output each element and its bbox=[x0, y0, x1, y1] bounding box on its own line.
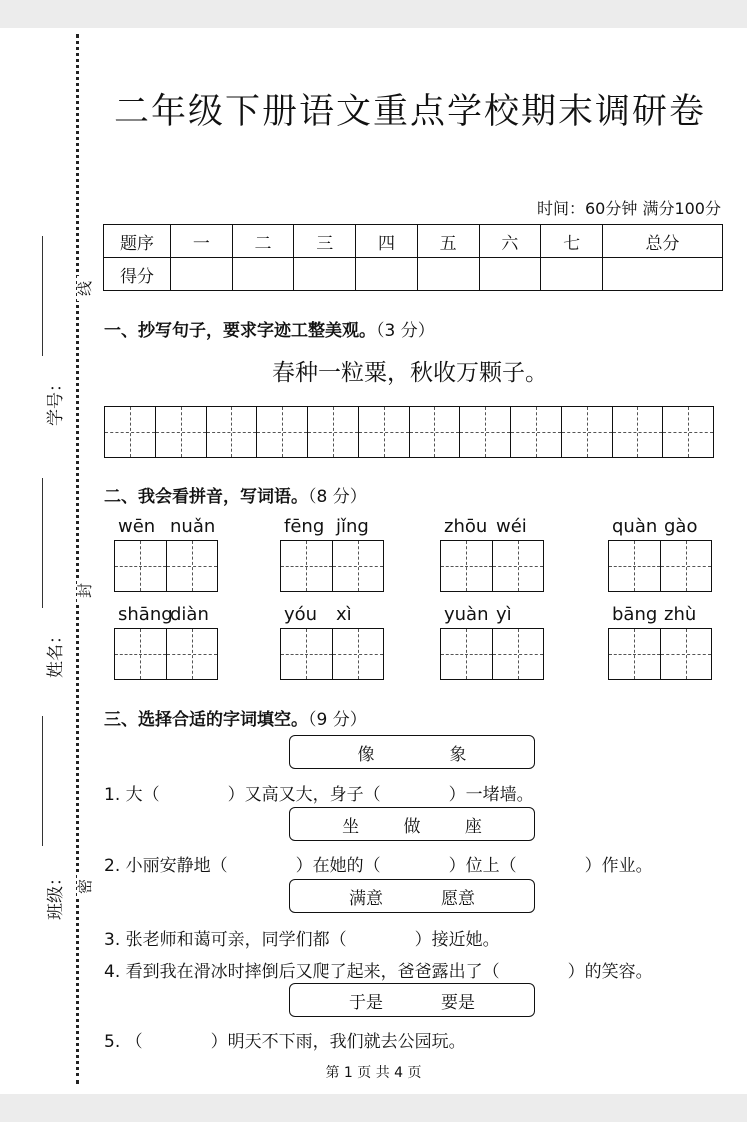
option-word: 满意 bbox=[349, 888, 383, 909]
option-box-3 bbox=[289, 879, 535, 913]
writing-box[interactable] bbox=[280, 628, 384, 680]
score-header-cell: 六 bbox=[479, 225, 541, 258]
writing-box[interactable] bbox=[280, 540, 384, 592]
score-table-score-row bbox=[104, 258, 723, 291]
student-id-label: 学号： bbox=[46, 375, 66, 426]
seal-line-mark: 线 bbox=[77, 276, 92, 301]
pinyin-syllable: wēn bbox=[118, 516, 156, 537]
question-1[interactable]: 1. 大（ ）又高又大，身子（ ）一堵墙。 bbox=[104, 785, 534, 805]
question-4[interactable]: 4. 看到我在滑冰时摔倒后又爬了起来，爸爸露出了（ ）的笑容。 bbox=[104, 962, 653, 982]
option-box-4 bbox=[289, 983, 535, 1017]
option-word: 做 bbox=[403, 816, 421, 837]
writing-grid-strip[interactable] bbox=[104, 406, 714, 458]
seal-seal-mark: 封 bbox=[77, 578, 92, 603]
option-word: 愿意 bbox=[441, 888, 475, 909]
section-2-heading: 二、我会看拼音，写词语。（8 分） bbox=[104, 487, 367, 507]
pinyin-syllable: wéi bbox=[496, 516, 527, 537]
question-2[interactable]: 2. 小丽安静地（ ）在她的（ ）位上（ ）作业。 bbox=[104, 856, 653, 876]
copy-sentence: 春种一粒粟，秋收万颗子。 bbox=[272, 360, 548, 386]
score-cell[interactable] bbox=[171, 258, 233, 291]
option-word: 于是 bbox=[349, 992, 383, 1013]
option-box-2 bbox=[289, 807, 535, 841]
score-cell[interactable] bbox=[479, 258, 541, 291]
option-box-1 bbox=[289, 735, 535, 769]
writing-box[interactable] bbox=[608, 540, 712, 592]
seal-secret-mark: 密 bbox=[77, 874, 92, 899]
page-title: 二年级下册语文重点学校期末调研卷 bbox=[113, 92, 706, 132]
score-row-label: 得分 bbox=[104, 258, 171, 291]
writing-box[interactable] bbox=[114, 628, 218, 680]
option-word: 坐 bbox=[342, 816, 360, 837]
pinyin-syllable: zhōu bbox=[444, 516, 488, 537]
pinyin-syllable: xì bbox=[336, 604, 352, 625]
pinyin-syllable: diàn bbox=[170, 604, 209, 625]
exam-meta: 时间：60分钟 满分100分 bbox=[537, 199, 721, 218]
score-cell[interactable] bbox=[294, 258, 356, 291]
option-word: 要是 bbox=[441, 992, 475, 1013]
pinyin-syllable: nuǎn bbox=[170, 516, 216, 537]
score-table-header-row bbox=[104, 225, 723, 258]
pinyin-syllable: shāng bbox=[118, 604, 173, 625]
pinyin-syllable: yì bbox=[496, 604, 512, 625]
pinyin-syllable: zhù bbox=[664, 604, 697, 625]
score-cell[interactable] bbox=[541, 258, 603, 291]
pinyin-syllable: quàn bbox=[612, 516, 658, 537]
writing-box[interactable] bbox=[440, 628, 544, 680]
pinyin-syllable: jǐng bbox=[336, 516, 369, 537]
score-table bbox=[103, 224, 723, 291]
score-header-cell: 总分 bbox=[602, 225, 722, 258]
student-id-blank bbox=[42, 236, 43, 356]
section-1-heading: 一、抄写句子，要求字迹工整美观。（3 分） bbox=[104, 321, 435, 341]
pinyin-syllable: bāng bbox=[612, 604, 658, 625]
writing-box[interactable] bbox=[608, 628, 712, 680]
question-3[interactable]: 3. 张老师和蔼可亲，同学们都（ ）接近她。 bbox=[104, 930, 500, 950]
pinyin-syllable: fēng bbox=[284, 516, 325, 537]
section-3-heading: 三、选择合适的字词填空。（9 分） bbox=[104, 710, 367, 730]
class-label: 班级： bbox=[46, 869, 66, 920]
class-blank bbox=[42, 716, 43, 846]
pinyin-syllable: gào bbox=[664, 516, 698, 537]
option-word: 像 bbox=[357, 744, 375, 765]
score-header-cell: 七 bbox=[541, 225, 603, 258]
score-header-cell: 三 bbox=[294, 225, 356, 258]
question-5[interactable]: 5. （ ）明天不下雨，我们就去公园玩。 bbox=[104, 1032, 466, 1052]
score-header-cell: 四 bbox=[356, 225, 418, 258]
binding-dotted-line bbox=[76, 34, 79, 1084]
score-header-cell: 二 bbox=[232, 225, 294, 258]
writing-box[interactable] bbox=[114, 540, 218, 592]
score-cell[interactable] bbox=[602, 258, 722, 291]
score-cell[interactable] bbox=[232, 258, 294, 291]
score-header-cell: 一 bbox=[171, 225, 233, 258]
score-cell[interactable] bbox=[356, 258, 418, 291]
option-word: 象 bbox=[449, 744, 467, 765]
name-blank bbox=[42, 478, 43, 608]
score-header-cell: 五 bbox=[417, 225, 479, 258]
option-word: 座 bbox=[464, 816, 482, 837]
pinyin-syllable: yuàn bbox=[444, 604, 489, 625]
name-label: 姓名： bbox=[46, 627, 66, 678]
score-cell[interactable] bbox=[417, 258, 479, 291]
writing-box[interactable] bbox=[440, 540, 544, 592]
score-header-cell: 题序 bbox=[104, 225, 171, 258]
page-footer: 第 1 页 共 4 页 bbox=[325, 1065, 422, 1081]
pinyin-syllable: yóu bbox=[284, 604, 318, 625]
